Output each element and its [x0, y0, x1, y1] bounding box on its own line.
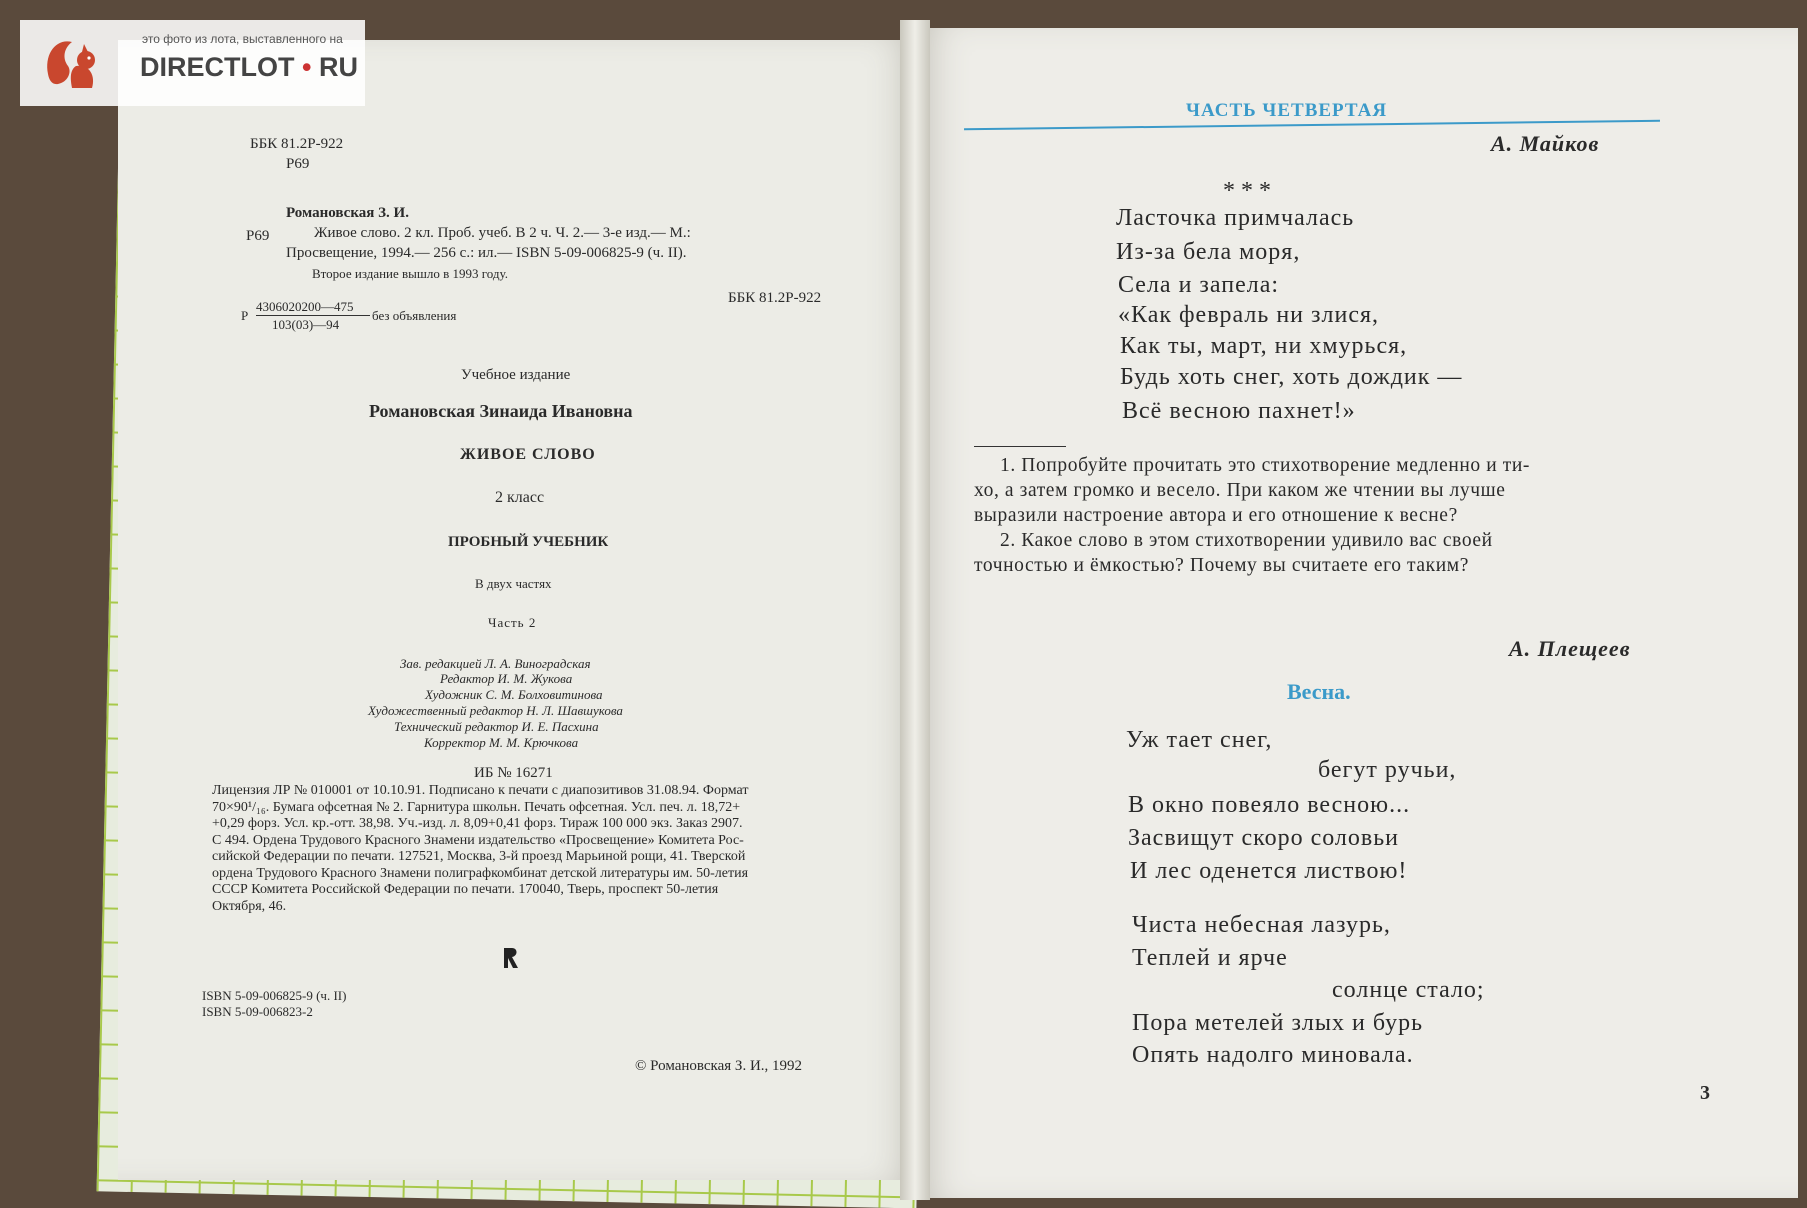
edition-type: Учебное издание — [461, 367, 571, 383]
author-full: Романовская Зинаида Ивановна — [369, 401, 633, 421]
ib-number: ИБ № 16271 — [474, 765, 553, 781]
poem-title: Весна. — [1287, 679, 1351, 704]
index-note: без объявления — [372, 308, 457, 323]
watermark — [20, 20, 365, 106]
section-heading: ЧАСТЬ ЧЕТВЕРТАЯ — [1186, 100, 1388, 121]
watermark-brand — [140, 52, 358, 83]
second-edition-note: Второе издание вышло в 1993 году. — [312, 266, 508, 281]
index-denominator: 103(03)—94 — [272, 317, 340, 332]
poem-line: Засвищут скоро соловьи — [1128, 825, 1399, 851]
bbk-top: ББК 81.2Р-922 — [250, 136, 344, 152]
watermark-brand-left: DIRECTLOT — [140, 52, 295, 82]
grade: 2 класс — [495, 489, 545, 506]
watermark-caption: это фото из лота, выставленного на — [142, 32, 343, 46]
credit-line: Зав. редакцией Л. А. Виноградская — [400, 656, 591, 671]
credit-line: Корректор М. М. Крючкова — [424, 735, 579, 750]
page-number: 3 — [1700, 1082, 1710, 1104]
question-1-line: 1. Попробуйте прочитать это стихотворение медленно и ти- — [1000, 455, 1530, 476]
credit-line: Редактор И. М. Жукова — [440, 671, 573, 686]
book-title: ЖИВОЕ СЛОВО — [460, 446, 596, 463]
index-prefix: Р — [241, 308, 249, 323]
bbk-right: ББК 81.2Р-922 — [728, 290, 822, 306]
question-1-line: хо, а затем громко и весело. При каком же чтении вы лучше — [974, 480, 1506, 501]
poem-line: Как ты, март, ни хмурься, — [1120, 333, 1408, 359]
author-short: Романовская З. И. — [286, 205, 409, 221]
book-spine — [900, 20, 930, 1200]
publisher-logo-icon — [500, 946, 522, 970]
stars-divider: * * * — [1223, 178, 1271, 204]
poem-line: Ласточка примчалась — [1116, 205, 1355, 231]
question-1-line: выразили настроение автора и его отношение к весне? — [974, 505, 1458, 526]
trial-label: ПРОБНЫЙ УЧЕБНИК — [448, 534, 609, 550]
poem-line: Села и запела: — [1118, 272, 1280, 298]
code-top: Р69 — [286, 156, 310, 172]
index-numerator: 4306020200—475 — [256, 299, 354, 314]
imprint-block: Лицензия ЛР № 010001 от 10.10.91. Подписано к печати с диапозитивов 31.08.94. Формат 70×90¹/₁₆. Бумага офсетная № 2. Гарнитура школьн. Печать офсетная. Усл. печ. л. 18,72+ +0,29 форз. Усл. кр.-отт. 38,98. Уч.-изд. л. 8,09+0,41 форз. Тираж 100 000 экз. Заказ 2907. С 494. Ордена Трудового Красного Знамени издательство «Просвещение» Комитета Рос- сийской Федерации по печати. 127521, Москва, 3-й проезд Марьиной рощи, 41. Тверской ордена Трудового Красного Знамени полиграфкомбинат детской литературы им. 50-летия СССР Комитета Российской Федерации по печати. 170040, Тверь, проспект 50-летия Октября, 46. — [212, 783, 749, 914]
author-pleshcheev: А. Плещеев — [1509, 636, 1631, 661]
squirrel-logo-icon — [42, 34, 104, 94]
poem-line: солнце стало; — [1332, 977, 1485, 1003]
isbn-2: ISBN 5-09-006823-2 — [202, 1004, 313, 1019]
poem-line: Всё весною пахнет!» — [1122, 398, 1356, 424]
author-maikov: А. Майков — [1491, 131, 1600, 156]
footnote-rule — [974, 446, 1066, 447]
question-2-line: 2. Какое слово в этом стихотворении удивило вас своей — [1000, 530, 1493, 551]
fraction-line — [256, 315, 370, 316]
credit-line: Художник С. М. Болховитинова — [425, 687, 603, 702]
biblio-line-1: Живое слово. 2 кл. Проб. учеб. В 2 ч. Ч. 2.— 3-е изд.— М.: — [314, 225, 691, 241]
poem-line: Опять надолго миновала. — [1132, 1042, 1414, 1068]
credit-line: Технический редактор И. Е. Пасхина — [394, 719, 599, 734]
credit-line: Художественный редактор Н. Л. Шавшукова — [368, 703, 623, 718]
copyright: © Романовская З. И., 1992 — [635, 1058, 803, 1074]
part-label: Часть 2 — [488, 615, 537, 630]
poem-line: Уж тает снег, — [1126, 727, 1273, 753]
question-2-line: точностью и ёмкостью? Почему вы считаете его таким? — [974, 555, 1469, 576]
parts-label: В двух частях — [475, 576, 552, 591]
isbn-1: ISBN 5-09-006825-9 (ч. II) — [202, 988, 347, 1003]
poem-line: И лес оденется листвою! — [1130, 858, 1408, 884]
poem-line: Теплей и ярче — [1132, 945, 1288, 971]
watermark-brand-right: RU — [318, 52, 358, 82]
biblio-line-2: Просвещение, 1994.— 256 с.: ил.— ISBN 5-09-006825-9 (ч. II). — [286, 245, 687, 261]
poem-line: Пора метелей злых и бурь — [1132, 1010, 1424, 1036]
poem-line: бегут ручьи, — [1318, 757, 1457, 783]
code-side: Р69 — [246, 228, 270, 244]
watermark-dot: • — [302, 52, 312, 82]
poem-line: Будь хоть снег, хоть дождик — — [1120, 364, 1463, 390]
poem-line: В окно повеяло весною... — [1128, 792, 1411, 818]
poem-line: «Как февраль ни злися, — [1118, 302, 1380, 328]
poem-line: Чиста небесная лазурь, — [1132, 912, 1391, 938]
poem-line: Из-за бела моря, — [1116, 239, 1301, 265]
